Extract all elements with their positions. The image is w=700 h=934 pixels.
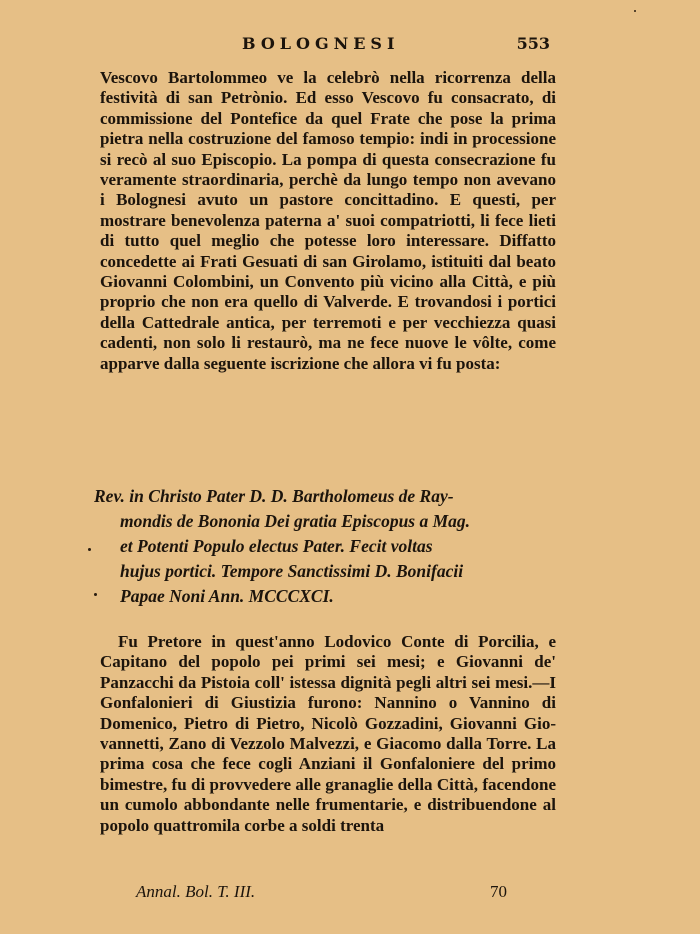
inscription-line: Rev. in Christo Pater D. D. Bartholomeus de Ray- — [94, 486, 454, 506]
ink-speck — [88, 548, 91, 551]
body-paragraph-1: Vescovo Bartolommeo ve la celebrò nella ricorrenza della festività di san Petrònio. Ed esso Vescovo fu consacrato, di commissione del Pontefice da quel Frate che pose la prima pietra nella costruzione del famoso tempio: indi in processione si recò al suo Episcopio. La pompa di questa consecrazione fu veramente straordinaria, perchè da lungo tempo non avevano i Bolognesi avuto un pastore concittadino. E questi, per mostrare benevolenza paterna a' suoi compatriotti, li fece lieti di tutto quel meglio che potesse loro interessare. Diffatto concedette ai Frati Gesuati di san Girolamo, istituiti dal beato Giovanni Colombini, un Convento più vicino alla Città, e più proprio che non era quello di Valverde. E trovandosi i portici della Cattedrale antica, per terremoti e per vecchiezza quasi cadenti, non solo li restaurò, ma ne fece nuove le vôlte, come apparve dalla seguente iscrizione che allora vi fu posta: — [100, 68, 556, 373]
inscription-line: hujus portici. Tempore Sanctissimi D. Bonifacii — [120, 561, 464, 581]
running-title: BOLOGNESI — [242, 34, 400, 53]
running-head — [100, 34, 550, 56]
signature-mark: 70 — [490, 882, 507, 901]
ink-speck — [634, 10, 636, 12]
signature-text: Annal. Bol. T. III. — [136, 882, 256, 901]
inscription-block — [94, 484, 554, 609]
inscription-line: mondis de Bononia Dei gratia Episcopus a Mag. — [120, 511, 471, 531]
printer-signature — [136, 882, 516, 904]
page-number: 553 — [516, 34, 550, 53]
body-paragraph-2: Fu Pretore in quest'anno Lodovico Conte di Porcilia, e Capitano del popolo pei primi sei mesi; e Giovanni de' Panzacchi da Pistoia coll' istessa dignità pegli altri sei mesi.—I Gonfalonieri di Giustizia furono: Nannino o Vannino di Domenico, Pietro di Pietro, Nicolò Gozzadini, Giovanni Giovannetti, Zano di Vezzolo Malvezzi, e Giacomo dalla Torre. La prima cosa che fece cogli Anziani il Gonfaloniere del primo bimestre, fu di provvedere alle granaglie della Città, facendone un cumolo abbondante nelle frumentarie, e distribuendone al popolo quattromila corbe a soldi trenta — [100, 632, 556, 835]
inscription-line: Papae Noni Ann. MCCCXCI. — [120, 586, 334, 606]
ink-speck — [94, 593, 97, 596]
inscription-line: et Potenti Populo electus Pater. Fecit voltas — [120, 536, 433, 556]
